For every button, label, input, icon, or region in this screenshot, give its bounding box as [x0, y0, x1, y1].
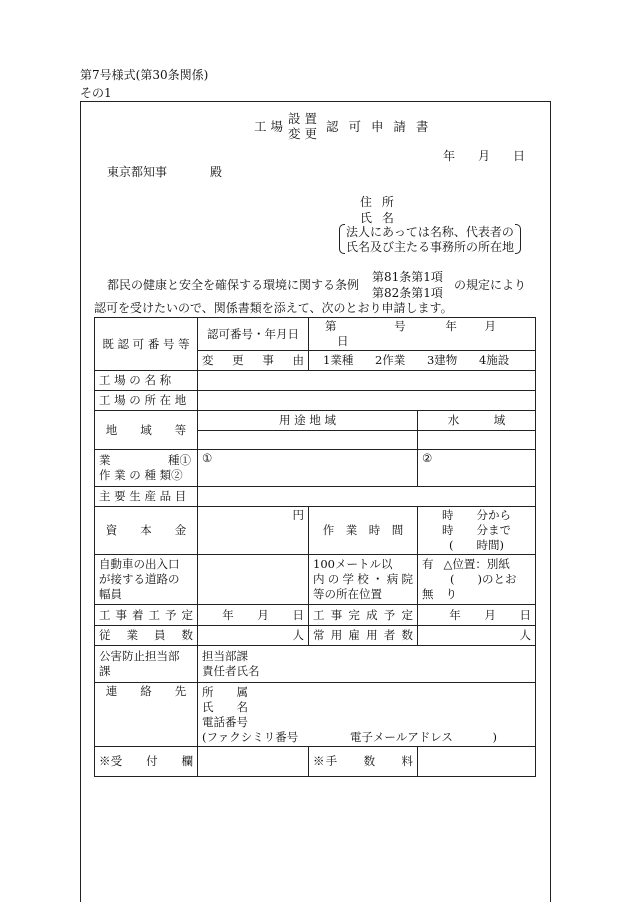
form-part: その1: [80, 86, 112, 100]
regular-employees-unit: 人: [519, 628, 531, 642]
nearby-facility-label-3: 等の所在位置: [313, 587, 382, 601]
change-reason-facility[interactable]: 4施設: [478, 353, 510, 367]
title-suffix: 認 可 申 請 書: [326, 119, 432, 134]
nearby-ri: り: [445, 587, 457, 601]
construction-start-label: 工 事 着 工 予 定: [95, 605, 198, 626]
work-hours-total: ( 時間): [449, 538, 504, 552]
title-option-install: 設 置: [288, 111, 317, 126]
water-area-field[interactable]: [418, 431, 536, 450]
employees-unit: 人: [292, 628, 304, 642]
work-hours-to: 時 分まで: [442, 523, 511, 537]
work-hours-label: 作 業 時 間: [309, 507, 418, 555]
nearby-facility-field[interactable]: [418, 555, 536, 605]
date-month: 月: [478, 149, 491, 163]
contact-close-paren: ): [492, 729, 498, 744]
applicant-name-label: 氏 名: [360, 211, 397, 225]
construction-end-label: 工 事 完 成 予 定: [309, 605, 418, 626]
nearby-facility-label: [309, 555, 418, 605]
work-type-field[interactable]: [418, 450, 536, 487]
road-width-label: [95, 555, 198, 605]
change-reason-work[interactable]: 2作業: [374, 353, 406, 367]
title-option-change: 変 更: [288, 126, 317, 141]
contact-affiliation: 所 属: [202, 684, 248, 699]
construction-end-day: 日: [519, 607, 531, 622]
construction-end-year: 年: [449, 607, 461, 622]
road-width-label-1: 自動車の出入口: [99, 557, 180, 571]
construction-start-month: 月: [257, 607, 269, 622]
permit-no-date-label: 認可番号・年月日: [198, 318, 309, 351]
nearby-facility-label-2: 内の学校・病院: [313, 572, 413, 586]
applicant-address-label: 住 所: [360, 195, 397, 209]
road-width-label-3: 幅員: [99, 587, 122, 601]
change-reason-options[interactable]: [309, 351, 536, 371]
permit-no-suffix: 号: [394, 319, 406, 333]
permit-day: 日: [337, 334, 349, 348]
contact-fax: (ファクシミリ番号: [202, 729, 299, 744]
products-field[interactable]: [198, 487, 536, 507]
industry-label-1: 業 種①: [99, 453, 191, 467]
products-label: 主 要 生 産 品 目: [95, 487, 198, 507]
statement-line2: 認可を受けたいので、関係書類を添えて、次のとおり申請します。: [94, 301, 453, 315]
regular-employees-field[interactable]: [418, 626, 536, 646]
factory-name-label: 工 場 の 名 称: [95, 371, 198, 391]
road-width-field[interactable]: [198, 555, 309, 605]
use-zone-label: 用 途 地 域: [198, 411, 418, 431]
permit-no-label: 既 認 可 番 号 等: [95, 318, 198, 371]
fee-label: ※手 数 料: [309, 747, 418, 777]
employees-label: 従 業 員 数: [95, 626, 198, 646]
date-year: 年: [443, 149, 456, 163]
pollution-dept-field[interactable]: [198, 646, 536, 683]
date-day: 日: [513, 149, 526, 163]
industry-label-2: 作 業 の 種 類②: [99, 468, 183, 482]
permit-no-prefix: 第: [325, 319, 337, 333]
pollution-dept-label: [95, 646, 198, 683]
work-hours-field[interactable]: [418, 507, 536, 555]
use-zone-field[interactable]: [198, 431, 418, 450]
construction-start-day: 日: [292, 607, 304, 622]
capital-unit: 円: [292, 508, 304, 522]
industry-mark-2: ②: [422, 451, 433, 465]
employees-field[interactable]: [198, 626, 309, 646]
applicant-note-line1: 法人にあっては名称、代表者の: [346, 225, 514, 239]
nearby-facility-label-1: 100メートル以: [313, 557, 393, 571]
construction-start-year: 年: [222, 607, 234, 622]
pollution-manager-name: 責任者氏名: [202, 664, 260, 678]
industry-field[interactable]: [198, 450, 418, 487]
bracket-right: [515, 224, 521, 254]
pollution-dept-label-1: 公害防止担当部: [99, 649, 180, 663]
nearby-yes[interactable]: 有: [422, 557, 434, 571]
applicant-note-line2: 氏名及び主たる事務所の所在地: [346, 240, 515, 254]
factory-location-field[interactable]: [198, 391, 536, 411]
contact-phone: 電話番号: [202, 714, 248, 729]
contact-email: 電子メールアドレス: [349, 729, 453, 744]
contact-label: 連 絡 先: [95, 683, 198, 747]
road-width-label-2: が接する道路の: [99, 572, 180, 586]
industry-label: [95, 450, 198, 487]
industry-mark-1: ①: [202, 451, 213, 465]
nearby-position: △位置：別紙: [443, 557, 510, 571]
application-table: [94, 317, 536, 777]
zone-label: 地 域 等: [95, 411, 198, 450]
capital-field[interactable]: [198, 507, 309, 555]
addressee: 東京都知事: [107, 165, 168, 179]
permit-year: 年: [445, 319, 457, 333]
title-prefix: 工 場: [254, 119, 283, 134]
statement-law: 都民の健康と安全を確保する環境に関する条例: [107, 278, 360, 292]
capital-label: 資 本 金: [95, 507, 198, 555]
nearby-paren: ( )のとお: [450, 572, 517, 586]
receipt-label: ※受 付 欄: [95, 747, 198, 777]
construction-start-field[interactable]: [198, 605, 309, 626]
work-hours-from: 時 分から: [442, 508, 511, 522]
receipt-field[interactable]: [198, 747, 309, 777]
water-area-label: 水 域: [418, 411, 536, 431]
statement-tail: の規定により: [454, 278, 527, 292]
construction-end-month: 月: [484, 607, 496, 622]
contact-name: 氏 名: [202, 699, 248, 714]
pollution-dept-label-2: 課: [99, 664, 111, 678]
addressee-honorific: 殿: [210, 165, 223, 179]
form-number: 第7号様式(第30条関係): [80, 68, 209, 82]
regular-employees-label: 常 用 雇 用 者 数: [309, 626, 418, 646]
factory-location-label: 工 場 の 所 在 地: [95, 391, 198, 411]
nearby-no[interactable]: 無: [422, 587, 434, 601]
statement-article-81: 第81条第1項: [372, 270, 443, 284]
change-reason-building[interactable]: 3建物: [426, 353, 458, 367]
statement-article-82: 第82条第1項: [372, 286, 443, 300]
bracket-left: [339, 224, 345, 254]
permit-no-date-field[interactable]: [309, 318, 536, 351]
pollution-dept-name: 担当部課: [202, 649, 248, 663]
construction-end-field[interactable]: [418, 605, 536, 626]
change-reason-label: 変 更 事 由: [198, 351, 309, 371]
contact-field[interactable]: [198, 683, 536, 747]
factory-name-field[interactable]: [198, 371, 536, 391]
permit-month: 月: [484, 319, 496, 333]
fee-field[interactable]: [418, 747, 536, 777]
change-reason-industry[interactable]: 1業種: [323, 353, 354, 367]
